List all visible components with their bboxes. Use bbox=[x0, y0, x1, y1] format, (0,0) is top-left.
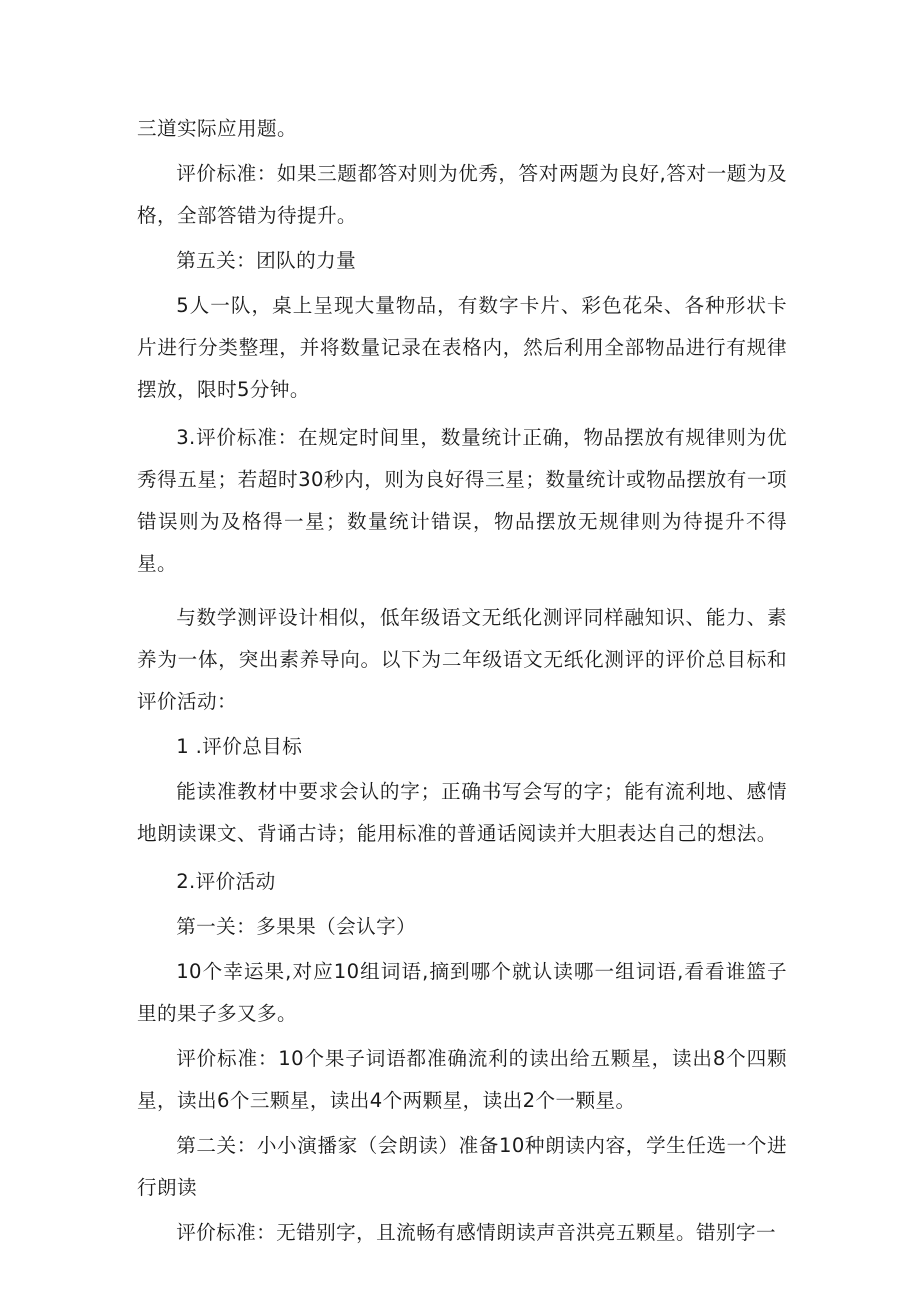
paragraph-level-two: 第二关：小小演播家（会朗读）准备10种朗读内容，学生任选一个进行朗读 bbox=[137, 1134, 787, 1199]
heading-level-five: 第五关：团队的力量 bbox=[176, 249, 357, 272]
heading-activities: 2.评价活动 bbox=[176, 870, 276, 893]
heading-level-one: 第一关：多果果（会认字） bbox=[176, 915, 417, 938]
paragraph-criteria-level-four: 评价标准：如果三题都答对则为优秀，答对两题为良好,答对一题为及格，全部答错为待提升。 bbox=[137, 162, 787, 227]
paragraph-lucky-fruit: 10个幸运果,对应10组词语,摘到哪个就认读哪一组词语,看看谁篮子里的果子多又多。 bbox=[137, 960, 787, 1025]
paragraph-criteria-level-two: 评价标准：无错别字，且流畅有感情朗读声音洪亮五颗星。错别字一 bbox=[176, 1221, 776, 1244]
paragraph-team-task: 5人一队，桌上呈现大量物品，有数字卡片、彩色花朵、各种形状卡片进行分类整理，并将数量记录在表格内，然后利用全部物品进行有规律摆放，限时5分钟。 bbox=[137, 294, 787, 401]
paragraph-criteria-level-five: 3.评价标准：在规定时间里，数量统计正确，物品摆放有规律则为优秀得五星；若超时30秒内，则为良好得三星；数量统计或物品摆放有一项错误则为及格得一星；数量统计错误，物品摆放无规律则为待提升不得星。 bbox=[137, 426, 787, 575]
heading-overall-goal: 1 .评价总目标 bbox=[176, 735, 303, 758]
document-body bbox=[137, 108, 787, 1254]
paragraph-chinese-intro: 与数学测评设计相似，低年级语文无纸化测评同样融知识、能力、素养为一体，突出素养导向。以下为二年级语文无纸化测评的评价总目标和评价活动： bbox=[137, 606, 787, 713]
paragraph-continuation: 三道实际应用题。 bbox=[137, 117, 297, 140]
paragraph-overall-goal: 能读准教材中要求会认的字；正确书写会写的字；能有流利地、感情地朗读课文、背诵古诗；能用标准的普通话阅读并大胆表达自己的想法。 bbox=[137, 780, 787, 845]
paragraph-criteria-level-one: 评价标准：10个果子词语都准确流利的读出给五颗星，读出8个四颗星，读出6个三颗星，读出4个两颗星，读出2个一颗星。 bbox=[137, 1047, 787, 1112]
